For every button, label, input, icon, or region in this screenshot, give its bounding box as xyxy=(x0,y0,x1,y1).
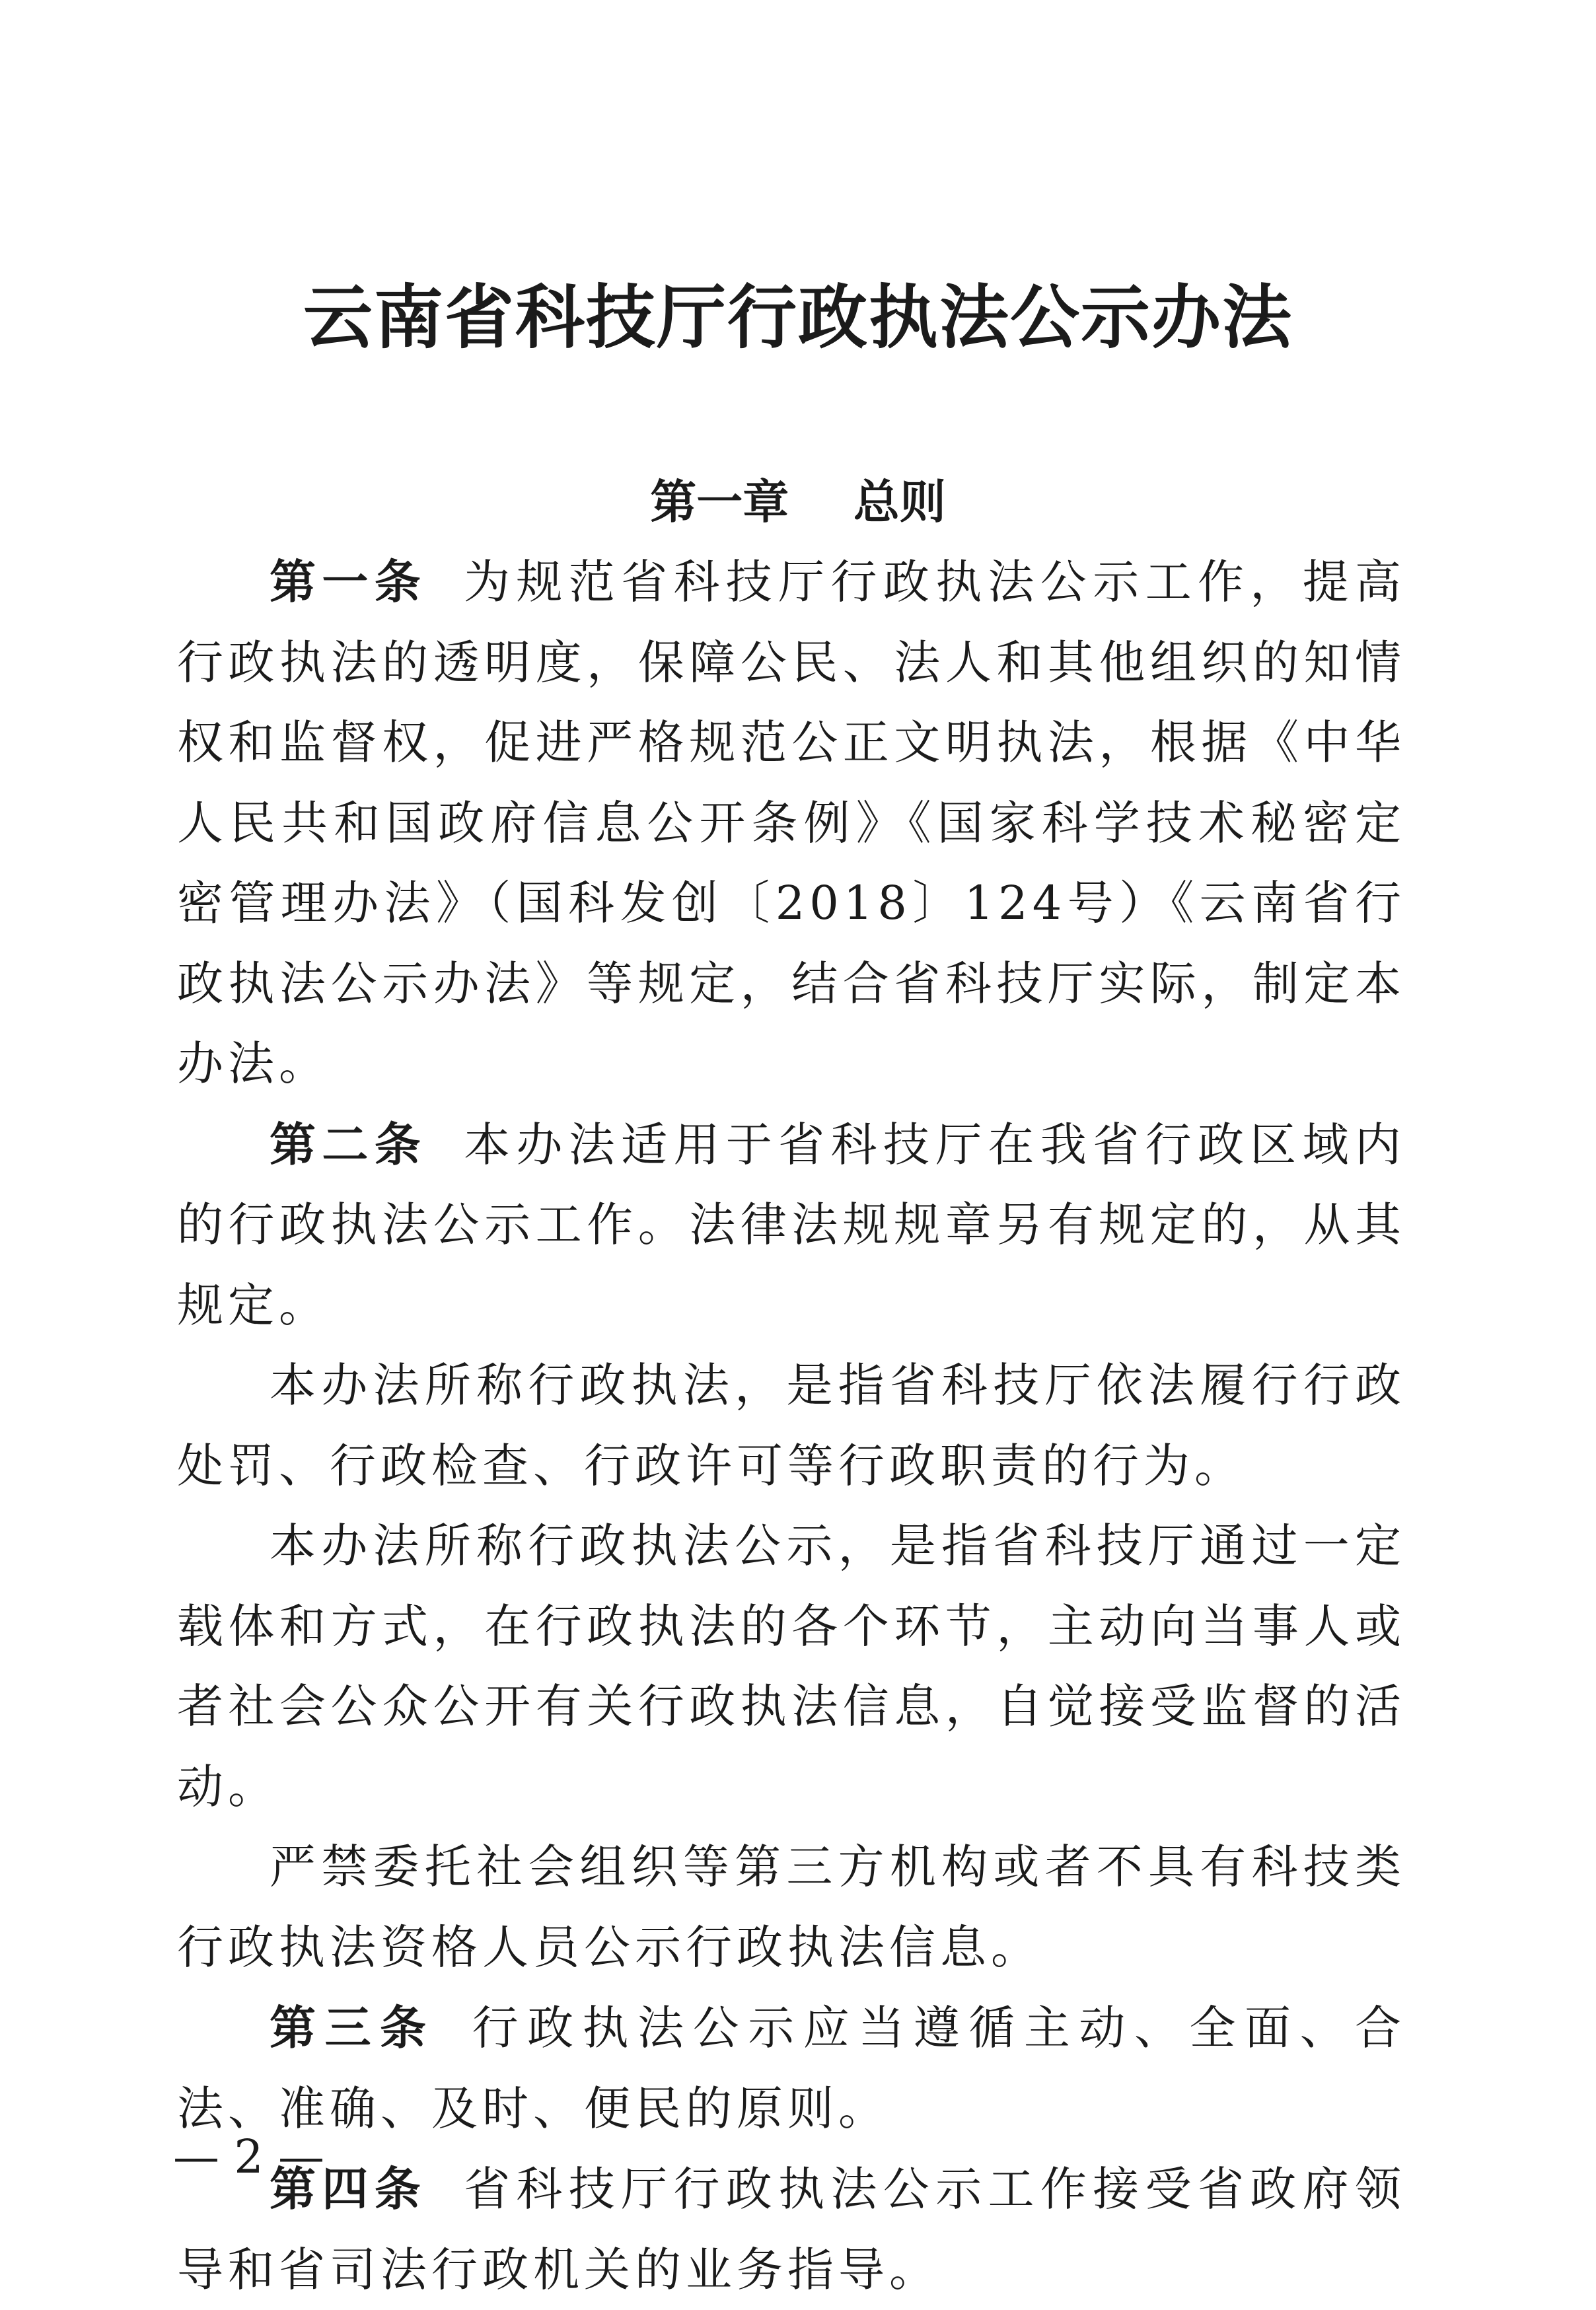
page-number: — 2 — xyxy=(173,2130,325,2184)
body-text xyxy=(177,542,1406,2310)
article-2-label: 第二条 xyxy=(270,1116,427,1172)
page-title: 云南省科技厅行政执法公示办法 xyxy=(303,276,1293,358)
article-4-paragraph xyxy=(177,2149,1406,2310)
article-2-clause-paragraph xyxy=(177,1346,1406,1506)
article-1-text: 为规范省科技厅行政执法公示工作，提高行政执法的透明度，保障公民、法人和其他组织的知情权和监督权，促进严格规范公正文明执法，根据《中华人民共和国政府信息公开条例》《国家科学技术秘密定密管理办法》（国科发创〔2018〕124号）《云南省行政执法公示办法》等规定，结合省科技厅实际，制定本办法。 xyxy=(177,555,1406,1091)
article-2-clause-4-text: 严禁委托社会组织等第三方机构或者不具有科技类行政执法资格人员公示行政执法信息。 xyxy=(177,1840,1406,1974)
article-1-paragraph xyxy=(177,542,1406,1104)
article-4-label: 第四条 xyxy=(270,2161,427,2216)
article-2-clause-2-text: 本办法所称行政执法，是指省科技厅依法履行行政处罚、行政检查、行政许可等行政职责的行为。 xyxy=(177,1358,1406,1493)
article-3-label: 第三条 xyxy=(270,2000,435,2055)
article-3-paragraph xyxy=(177,1988,1406,2149)
chapter-heading: 第一章 总则 xyxy=(650,474,946,529)
article-1-label: 第一条 xyxy=(270,554,427,609)
article-3-text: 行政执法公示应当遵循主动、全面、合法、准确、及时、便民的原则。 xyxy=(177,2001,1406,2136)
article-2-text: 本办法适用于省科技厅在我省行政区域内的行政执法公示工作。法律法规规章另有规定的，从其规定。 xyxy=(177,1117,1406,1332)
article-2-paragraph xyxy=(177,1104,1406,1346)
article-2-clause-3-text: 本办法所称行政执法公示，是指省科技厅通过一定载体和方式，在行政执法的各个环节，主动向当事人或者社会公众公开有关行政执法信息，自觉接受监督的活动。 xyxy=(177,1519,1406,1814)
article-2-clause-paragraph xyxy=(177,1506,1406,1827)
article-2-clause-paragraph xyxy=(177,1827,1406,1988)
article-4-text: 省科技厅行政执法公示工作接受省政府领导和省司法行政机关的业务指导。 xyxy=(177,2162,1406,2297)
